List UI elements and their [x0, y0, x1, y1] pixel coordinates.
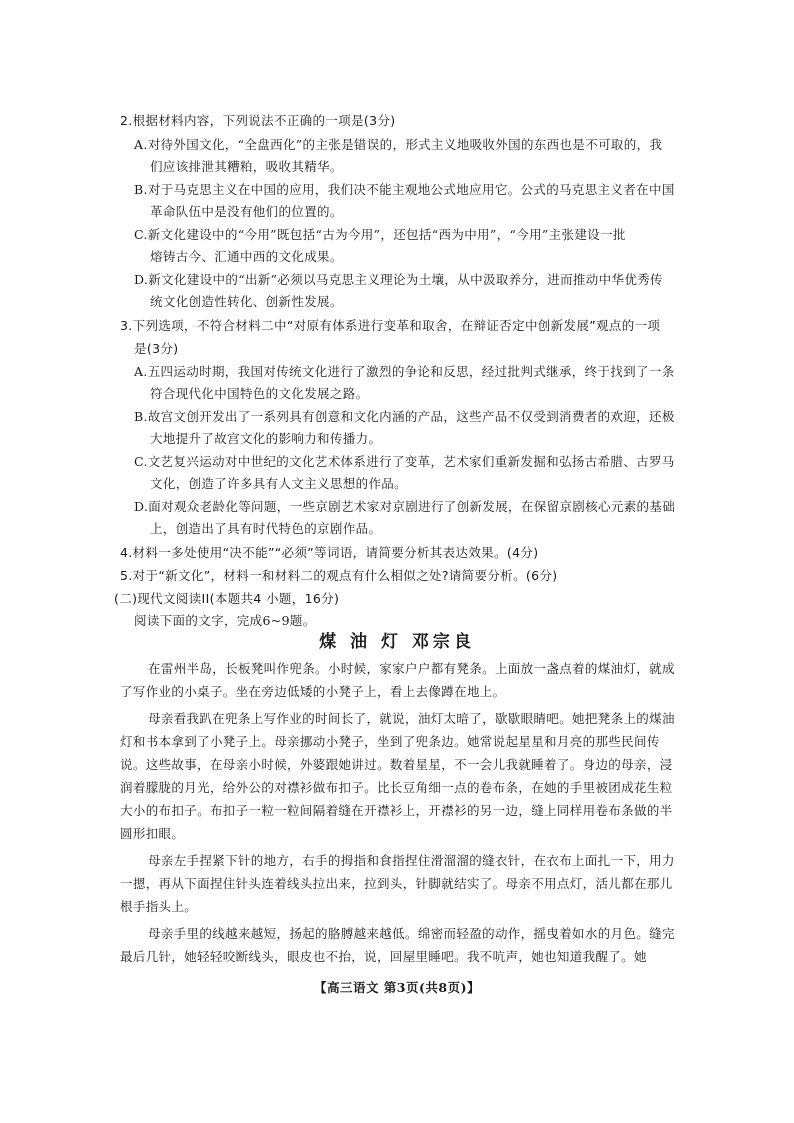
q3-option-a-line2: 符合现代化中国特色的文化发展之路。 — [150, 386, 369, 401]
paragraph-3-line: 根手指头上。 — [120, 899, 198, 914]
paragraph-2-line: 说。这些故事，在母亲小时候，外婆跟她讲过。数着星星，不一会儿我就睡着了。身边的母亲，浸 — [120, 757, 673, 772]
page-footer: 【高三语文 第3页(共8页)】 — [313, 980, 481, 995]
paragraph-2-line: 润着朦胧的月光，给外公的对襟衫做布扣子。比长豆角细一点的卷布条，在她的手里被团成花生粒 — [120, 780, 673, 795]
article-title: 煤 油 灯 邓宗良 — [319, 632, 475, 652]
q2-option-c-line1: C.新文化建设中的“今用”既包括“古为今用”，还包括“西为中用”，“今用”主张建设一批 — [134, 227, 626, 242]
paragraph-2-line: 大小的布扣子。布扣子一粒一粒间隔着缝在开襟衫上，开襟衫的另一边，缝上同样用卷布条做的半 — [120, 803, 673, 818]
q2-option-a-line1: A.对待外国文化，“全盘西化”的主张是错误的，形式主义地吸收外国的东西也是不可取的，我 — [134, 137, 663, 152]
section-heading: (二)现代文阅读II(本题共4 小题，16分) — [114, 591, 340, 606]
paragraph-4-line: 最后几针，她轻轻咬断线头，眼皮也不抬，说，回屋里睡吧。我不吭声，她也知道我醒了。她 — [120, 949, 647, 964]
paragraph-3-line: 母亲左手捏紧下针的地方，右手的拇指和食指捏住滑溜溜的缝衣针，在衣布上面扎一下，用力 — [148, 853, 675, 868]
paragraph-1-line: 在雷州半岛，长板凳叫作兜条。小时候，家家户户都有凳条。上面放一盏点着的煤油灯，就成 — [148, 661, 675, 676]
question-3-stem: 3.下列选项，不符合材料二中“对原有体系进行变革和取舍，在辩证否定中创新发展”观点的一项 — [120, 318, 661, 333]
q3-option-b-line2: 大地提升了故宫文化的影响力和传播力。 — [150, 431, 382, 446]
q3-option-d-line2: 上，创造出了具有时代特色的京剧作品。 — [150, 521, 382, 536]
question-4-stem: 4.材料一多处使用“决不能”“必须”等词语，请简要分析其表达效果。(4分) — [120, 545, 539, 560]
q3-option-c-line1: C.文艺复兴运动对中世纪的文化艺术体系进行了变革，艺术家们重新发掘和弘扬古希腊、古罗马 — [134, 454, 675, 469]
reading-instruction: 阅读下面的文字，完成6~9题。 — [134, 613, 316, 628]
q2-option-d-line2: 统文化创造性转化、创新性发展。 — [150, 294, 343, 309]
paragraph-3-line: 一摁，再从下面捏住针头连着线头拉出来，拉到头，针脚就结实了。母亲不用点灯，活儿都在那儿 — [120, 876, 673, 891]
paragraph-1-line: 了写作业的小桌子。坐在旁边低矮的小凳子上，看上去像蹲在地上。 — [120, 684, 506, 699]
q3-option-a-line1: A.五四运动时期，我国对传统文化进行了激烈的争论和反思，经过批判式继承，终于找到了一条 — [134, 364, 675, 379]
q2-option-b-line2: 革命队伍中是没有他们的位置的。 — [150, 204, 343, 219]
q3-option-d-line1: D.面对观众老龄化等问题，一些京剧艺术家对京剧进行了创新发展，在保留京剧核心元素的基础 — [134, 499, 676, 514]
q2-option-b-line1: B.对于马克思主义在中国的应用，我们决不能主观地公式地应用它。公式的马克思主义者在中国 — [134, 182, 675, 197]
q2-option-d-line1: D.新文化建设中的“出新”必须以马克思主义理论为土壤，从中汲取养分，进而推动中华优秀传 — [134, 272, 663, 287]
q2-option-a-line2: 们应该排泄其糟粕，吸收其精华。 — [150, 159, 343, 174]
q3-option-b-line1: B.故宫文创开发出了一系列具有创意和文化内涵的产品，这些产品不仅受到消费者的欢迎，还极 — [134, 409, 675, 424]
q3-option-c-line2: 文化，创造了许多具有人文主义思想的作品。 — [150, 476, 408, 491]
paragraph-2-line: 圆形扣眼。 — [120, 826, 185, 841]
question-3-stem-cont: 是(3分) — [134, 341, 179, 356]
question-5-stem: 5.对于“新文化”，材料一和材料二的观点有什么相似之处?请简要分析。(6分) — [120, 568, 558, 583]
paragraph-4-line: 母亲手里的线越来越短，扬起的胳膊越来越低。绵密而轻盈的动作，摇曳着如水的月色。缝完 — [148, 926, 675, 941]
q2-option-c-line2: 熔铸古今、汇通中西的文化成果。 — [150, 249, 343, 264]
paragraph-2-line: 母亲看我趴在兜条上写作业的时间长了，就说，油灯太暗了，歇歇眼睛吧。她把凳条上的煤油 — [148, 711, 675, 726]
question-2-stem: 2.根据材料内容，下列说法不正确的一项是(3分) — [120, 113, 396, 128]
paragraph-2-line: 灯和书本拿到了小凳子上。母亲挪动小凳子，坐到了兜条边。她常说起星星和月亮的那些民间传 — [120, 734, 660, 749]
